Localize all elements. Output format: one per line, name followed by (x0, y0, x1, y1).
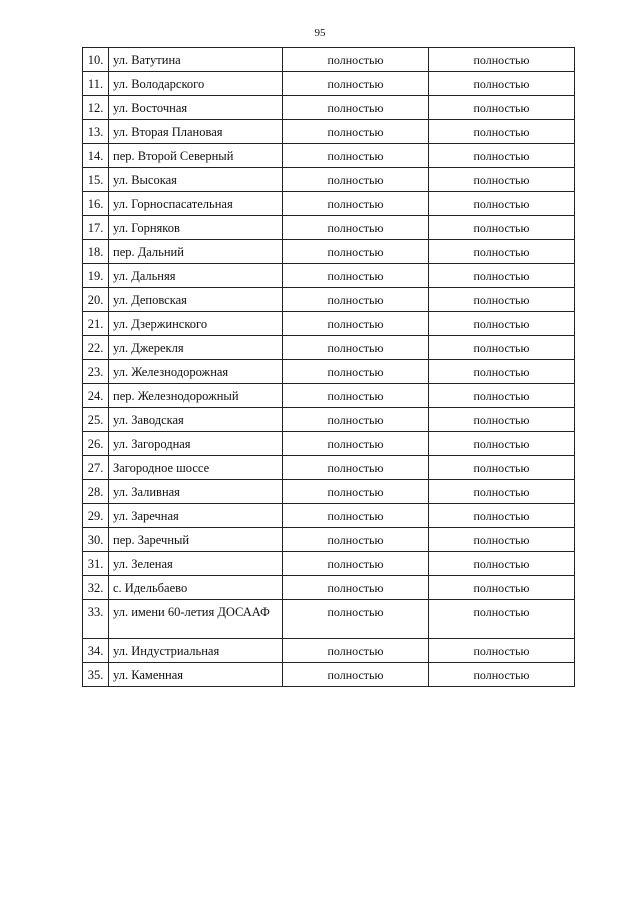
table-row (83, 312, 575, 336)
coverage-value: полностью (429, 216, 575, 240)
coverage-value: полностью (429, 504, 575, 528)
coverage-value: полностью (429, 528, 575, 552)
street-name: ул. Зеленая (109, 552, 283, 576)
row-number: 30. (83, 528, 109, 552)
table-row (83, 600, 575, 639)
coverage-value: полностью (283, 120, 429, 144)
table-row (83, 336, 575, 360)
table-row (83, 240, 575, 264)
row-number: 29. (83, 504, 109, 528)
street-name: ул. Вторая Плановая (109, 120, 283, 144)
coverage-value: полностью (429, 120, 575, 144)
street-name: пер. Второй Северный (109, 144, 283, 168)
coverage-value: полностью (429, 168, 575, 192)
coverage-value: полностью (429, 48, 575, 72)
row-number: 20. (83, 288, 109, 312)
street-name: ул. Заречная (109, 504, 283, 528)
table-row (83, 528, 575, 552)
coverage-value: полностью (283, 600, 429, 639)
table-row (83, 144, 575, 168)
street-name: ул. Дальняя (109, 264, 283, 288)
coverage-value: полностью (429, 72, 575, 96)
table-row (83, 663, 575, 687)
coverage-value: полностью (283, 240, 429, 264)
coverage-value: полностью (429, 336, 575, 360)
coverage-value: полностью (429, 192, 575, 216)
coverage-value: полностью (429, 360, 575, 384)
row-number: 24. (83, 384, 109, 408)
coverage-value: полностью (429, 432, 575, 456)
row-number: 10. (83, 48, 109, 72)
coverage-value: полностью (283, 216, 429, 240)
table-row (83, 192, 575, 216)
table-row (83, 504, 575, 528)
coverage-value: полностью (283, 528, 429, 552)
street-name: ул. Восточная (109, 96, 283, 120)
street-name: ул. Дзержинского (109, 312, 283, 336)
coverage-value: полностью (283, 312, 429, 336)
coverage-value: полностью (429, 264, 575, 288)
streets-table (82, 47, 575, 687)
coverage-value: полностью (283, 168, 429, 192)
row-number: 15. (83, 168, 109, 192)
row-number: 26. (83, 432, 109, 456)
coverage-value: полностью (429, 408, 575, 432)
street-name: ул. Деповская (109, 288, 283, 312)
coverage-value: полностью (429, 384, 575, 408)
table-row (83, 432, 575, 456)
table-row (83, 72, 575, 96)
coverage-value: полностью (283, 663, 429, 687)
street-name: ул. Каменная (109, 663, 283, 687)
coverage-value: полностью (283, 144, 429, 168)
coverage-value: полностью (283, 576, 429, 600)
row-number: 11. (83, 72, 109, 96)
street-name: ул. имени 60-летия ДОСААФ (109, 600, 283, 639)
street-name: пер. Заречный (109, 528, 283, 552)
coverage-value: полностью (283, 552, 429, 576)
coverage-value: полностью (283, 384, 429, 408)
coverage-value: полностью (429, 480, 575, 504)
table-row (83, 168, 575, 192)
row-number: 25. (83, 408, 109, 432)
coverage-value: полностью (429, 600, 575, 639)
table-row (83, 408, 575, 432)
row-number: 18. (83, 240, 109, 264)
table-row (83, 96, 575, 120)
coverage-value: полностью (283, 72, 429, 96)
street-name: ул. Заводская (109, 408, 283, 432)
table-row (83, 456, 575, 480)
street-name: ул. Ватутина (109, 48, 283, 72)
street-name: ул. Горняков (109, 216, 283, 240)
row-number: 35. (83, 663, 109, 687)
street-name: ул. Высокая (109, 168, 283, 192)
page-number: 95 (314, 27, 326, 39)
row-number: 34. (83, 639, 109, 663)
street-name: ул. Железнодорожная (109, 360, 283, 384)
table-row (83, 384, 575, 408)
coverage-value: полностью (283, 432, 429, 456)
table-row (83, 288, 575, 312)
row-number: 16. (83, 192, 109, 216)
street-name: ул. Загородная (109, 432, 283, 456)
table-row (83, 216, 575, 240)
table-row (83, 360, 575, 384)
table-body (83, 48, 575, 687)
table-row (83, 639, 575, 663)
coverage-value: полностью (283, 264, 429, 288)
coverage-value: полностью (429, 96, 575, 120)
coverage-value: полностью (429, 456, 575, 480)
row-number: 23. (83, 360, 109, 384)
table-row (83, 48, 575, 72)
table-row (83, 552, 575, 576)
row-number: 14. (83, 144, 109, 168)
coverage-value: полностью (283, 504, 429, 528)
coverage-value: полностью (429, 576, 575, 600)
street-name: пер. Железнодорожный (109, 384, 283, 408)
street-name: ул. Володарского (109, 72, 283, 96)
street-name: ул. Индустриальная (109, 639, 283, 663)
row-number: 32. (83, 576, 109, 600)
coverage-value: полностью (429, 288, 575, 312)
coverage-value: полностью (283, 639, 429, 663)
row-number: 17. (83, 216, 109, 240)
table-row (83, 480, 575, 504)
coverage-value: полностью (429, 312, 575, 336)
coverage-value: полностью (283, 456, 429, 480)
coverage-value: полностью (283, 96, 429, 120)
table-row (83, 264, 575, 288)
table-row (83, 120, 575, 144)
row-number: 22. (83, 336, 109, 360)
coverage-value: полностью (429, 144, 575, 168)
coverage-value: полностью (283, 480, 429, 504)
street-name: ул. Джерекля (109, 336, 283, 360)
row-number: 21. (83, 312, 109, 336)
coverage-value: полностью (429, 240, 575, 264)
row-number: 27. (83, 456, 109, 480)
coverage-value: полностью (429, 663, 575, 687)
table-row (83, 576, 575, 600)
coverage-value: полностью (283, 192, 429, 216)
street-name: с. Идельбаево (109, 576, 283, 600)
coverage-value: полностью (283, 48, 429, 72)
coverage-value: полностью (429, 552, 575, 576)
row-number: 13. (83, 120, 109, 144)
coverage-value: полностью (283, 408, 429, 432)
street-name: пер. Дальний (109, 240, 283, 264)
street-name: ул. Горноспасательная (109, 192, 283, 216)
coverage-value: полностью (429, 639, 575, 663)
row-number: 28. (83, 480, 109, 504)
street-name: Загородное шоссе (109, 456, 283, 480)
row-number: 12. (83, 96, 109, 120)
street-name: ул. Заливная (109, 480, 283, 504)
coverage-value: полностью (283, 336, 429, 360)
coverage-value: полностью (283, 360, 429, 384)
row-number: 33. (83, 600, 109, 639)
coverage-value: полностью (283, 288, 429, 312)
row-number: 31. (83, 552, 109, 576)
row-number: 19. (83, 264, 109, 288)
